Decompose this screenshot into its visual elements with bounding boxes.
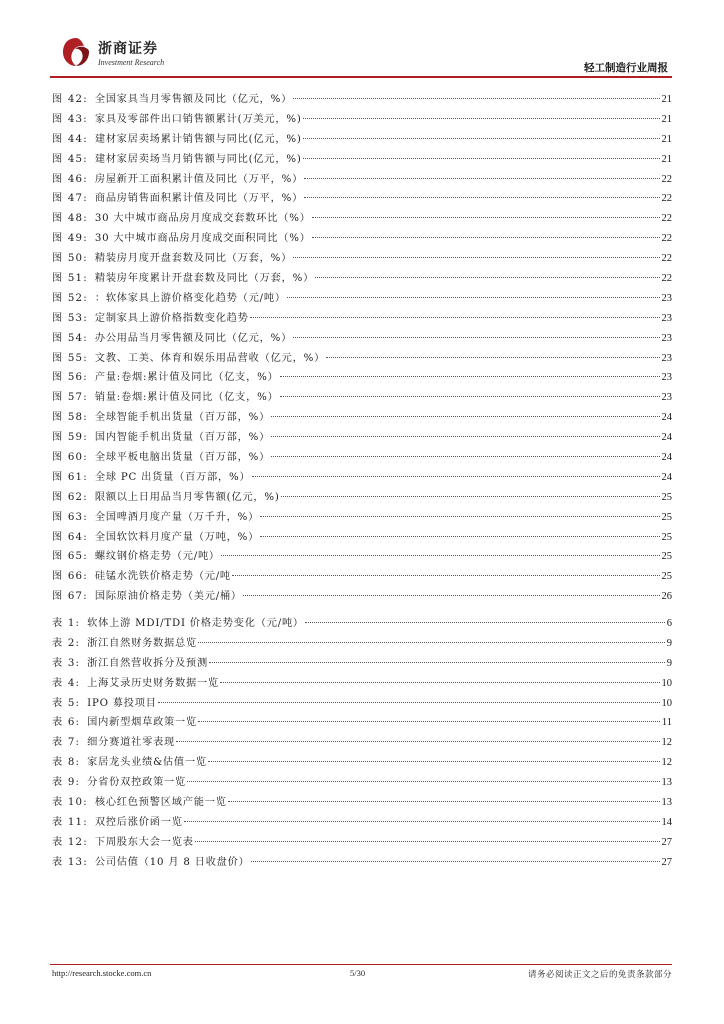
dot-leader — [281, 496, 660, 497]
dot-leader — [271, 456, 659, 457]
entry-page-number: 9 — [666, 657, 672, 669]
entry-page-number: 11 — [661, 717, 672, 729]
figure-entry[interactable] — [52, 329, 672, 349]
entry-page-number: 23 — [661, 292, 672, 304]
entry-page-number: 23 — [661, 352, 672, 364]
entry-page-number: 21 — [661, 133, 672, 145]
footer-url[interactable]: http://research.stocke.com.cn — [52, 968, 152, 978]
figure-entry[interactable] — [52, 468, 672, 488]
entry-label: 图 56: — [52, 372, 88, 384]
figure-entry[interactable] — [52, 189, 672, 209]
entry-label: 图 54: — [52, 332, 88, 344]
entry-page-number: 25 — [661, 551, 672, 563]
entry-label: 表 9: — [52, 777, 81, 789]
dot-leader — [260, 516, 659, 517]
entry-page-number: 24 — [661, 412, 672, 424]
entry-page-number: 22 — [661, 173, 672, 185]
entry-title: ：软体家具上游价格变化趋势（元/吨） — [94, 292, 286, 304]
dot-leader — [305, 622, 665, 623]
table-entry[interactable] — [52, 813, 672, 833]
entry-title: 精装房月度开盘套数及同比（万套，%） — [94, 253, 293, 265]
entry-label: 表 1: — [52, 618, 81, 629]
table-entry[interactable] — [52, 773, 672, 793]
figure-entry[interactable] — [52, 428, 672, 448]
figure-entry[interactable] — [52, 349, 672, 369]
entry-label: 图 59: — [52, 432, 88, 444]
figure-entry[interactable] — [52, 408, 672, 428]
table-entry[interactable] — [52, 694, 672, 714]
entry-page-number: 21 — [661, 153, 672, 165]
entry-page-number: 9 — [666, 637, 672, 649]
figure-entry[interactable] — [52, 170, 672, 190]
entry-page-number: 25 — [661, 531, 672, 543]
entry-page-number: 23 — [661, 332, 672, 344]
entry-label: 图 62: — [52, 491, 88, 503]
entry-label: 图 67: — [52, 591, 88, 603]
entry-title: 上海艾录历史财务数据一览 — [87, 677, 219, 689]
entry-title: 全球平板电脑出货量（百万部，%） — [94, 452, 271, 464]
entry-title: 商品房销售面积累计值及同比（万平，%） — [94, 193, 304, 205]
entry-title: 公司估值（10 月 8 日收盘价） — [94, 856, 250, 868]
entry-page-number: 22 — [661, 273, 672, 285]
dot-leader — [209, 662, 665, 663]
entry-label: 图 55: — [52, 352, 88, 364]
entry-title: 浙江自然营收拆分及预测 — [87, 657, 209, 669]
dot-leader — [243, 595, 660, 596]
table-entry[interactable] — [52, 674, 672, 694]
entry-label: 图 50: — [52, 253, 88, 265]
page-number: 5/30 — [350, 968, 366, 978]
dot-leader — [304, 197, 659, 198]
entry-label: 图 51: — [52, 273, 88, 285]
table-entry[interactable] — [52, 654, 672, 674]
figure-entry[interactable] — [52, 368, 672, 388]
entry-title: 软体上游 MDI/TDI 价格走势变化（元/吨） — [87, 618, 304, 629]
figure-entry[interactable] — [52, 269, 672, 289]
entry-label: 图 42: — [52, 94, 88, 105]
entry-page-number: 23 — [661, 392, 672, 404]
dot-leader — [293, 337, 659, 338]
dot-leader — [208, 761, 660, 762]
entry-label: 图 64: — [52, 531, 88, 543]
entry-page-number: 14 — [661, 816, 672, 828]
dot-leader — [195, 841, 660, 842]
entry-page-number: 23 — [661, 312, 672, 324]
dot-leader — [293, 257, 659, 258]
figure-entry[interactable] — [52, 249, 672, 269]
entry-title: 全球 PC 出货量（百万部，%） — [94, 471, 251, 483]
brand-name-en: Investment Research — [98, 58, 165, 67]
entry-page-number: 22 — [661, 253, 672, 265]
entry-title: 文教、工美、体育和娱乐用品营收（亿元，%） — [94, 352, 326, 364]
entry-page-number: 25 — [661, 571, 672, 583]
entry-title: 30 大中城市商品房月度成交套数环比（%） — [94, 213, 311, 225]
entry-label: 图 58: — [52, 412, 88, 424]
dot-leader — [304, 178, 659, 179]
entry-label: 图 57: — [52, 392, 88, 404]
entry-title: 房屋新开工面积累计值及同比（万平，%） — [94, 173, 304, 185]
entry-label: 图 49: — [52, 233, 88, 245]
entry-label: 图 65: — [52, 551, 88, 563]
entry-label: 表 8: — [52, 757, 81, 769]
entry-label: 表 12: — [52, 836, 88, 848]
entry-title: 建材家居卖场累计销售额与同比(亿元，%) — [94, 133, 302, 145]
dot-leader — [187, 781, 659, 782]
dot-leader — [326, 357, 659, 358]
entry-title: 螺纹钢价格走势（元/吨） — [94, 551, 220, 563]
entry-title: 家具及零部件出口销售额累计(万美元，%) — [94, 113, 302, 125]
figure-entry[interactable] — [52, 567, 672, 587]
figure-entry[interactable] — [52, 289, 672, 309]
entry-title: 定制家具上游价格指数变化趋势 — [94, 312, 249, 324]
entry-page-number: 22 — [661, 193, 672, 205]
figure-entry[interactable] — [52, 110, 672, 130]
dot-leader — [250, 317, 660, 318]
figure-entry[interactable] — [52, 209, 672, 229]
entry-page-number: 13 — [661, 777, 672, 789]
dot-leader — [271, 436, 659, 437]
entry-title: 产量:卷烟:累计值及同比（亿支，%） — [94, 372, 279, 384]
table-entry[interactable] — [52, 713, 672, 733]
entry-title: 分省份双控政策一览 — [87, 777, 187, 789]
figure-entry[interactable] — [52, 388, 672, 408]
entry-label: 图 61: — [52, 471, 88, 483]
entry-title: 细分赛道社零表现 — [87, 737, 176, 749]
entry-label: 图 63: — [52, 511, 88, 523]
table-entry[interactable] — [52, 833, 672, 853]
table-entry[interactable] — [52, 793, 672, 813]
table-index — [52, 614, 672, 873]
entry-title: 精装房年度累计开盘套数及同比（万套，%） — [94, 273, 315, 285]
entry-label: 表 10: — [52, 797, 88, 809]
entry-title: 双控后涨价函一览 — [94, 816, 183, 828]
dot-leader — [221, 555, 660, 556]
dot-leader — [293, 98, 659, 99]
entry-page-number: 26 — [661, 591, 672, 603]
entry-page-number: 12 — [661, 737, 672, 749]
dot-leader — [232, 575, 660, 576]
entry-label: 图 53: — [52, 312, 88, 324]
entry-title: 建材家居卖场当月销售额与同比(亿元，%) — [94, 153, 302, 165]
entry-page-number: 13 — [661, 797, 672, 809]
entry-page-number: 24 — [661, 471, 672, 483]
report-type: 轻工制造行业周报 — [584, 62, 668, 74]
dot-leader — [252, 476, 660, 477]
entry-title: 全球智能手机出货量（百万部，%） — [94, 412, 271, 424]
entry-label: 表 6: — [52, 717, 81, 729]
entry-title: 下周股东大会一览表 — [94, 836, 194, 848]
entry-label: 表 3: — [52, 657, 81, 669]
entry-label: 图 60: — [52, 452, 88, 464]
table-entry[interactable] — [52, 733, 672, 753]
table-entry[interactable] — [52, 634, 672, 654]
dot-leader — [280, 396, 660, 397]
entry-title: 限额以上日用品当月零售额(亿元，%) — [94, 491, 280, 503]
figure-entry[interactable] — [52, 130, 672, 150]
entry-label: 表 2: — [52, 637, 81, 649]
entry-label: 表 13: — [52, 856, 88, 868]
figure-entry[interactable] — [52, 528, 672, 548]
entry-page-number: 21 — [661, 94, 672, 105]
entry-label: 图 46: — [52, 173, 88, 185]
entry-page-number: 10 — [661, 697, 672, 709]
dot-leader — [315, 277, 659, 278]
dot-leader — [312, 217, 660, 218]
entry-label: 图 52: — [52, 292, 88, 304]
figure-entry[interactable] — [52, 229, 672, 249]
figure-entry[interactable] — [52, 90, 672, 110]
dot-leader — [303, 158, 660, 159]
figure-index — [52, 90, 672, 607]
figure-entry[interactable] — [52, 309, 672, 329]
entry-label: 表 4: — [52, 677, 81, 689]
entry-label: 图 48: — [52, 213, 88, 225]
entry-page-number: 21 — [661, 113, 672, 125]
entry-page-number: 24 — [661, 452, 672, 464]
figure-entry[interactable] — [52, 448, 672, 468]
entry-title: 硅锰水洗铁价格走势（元/吨 — [94, 571, 231, 583]
dot-leader — [303, 138, 660, 139]
entry-title: 国际原油价格走势（美元/桶） — [94, 591, 242, 603]
footer-divider — [50, 964, 672, 965]
figure-entry[interactable] — [52, 488, 672, 508]
dot-leader — [303, 118, 660, 119]
entry-page-number: 27 — [661, 856, 672, 868]
footer-disclaimer: 请务必阅读正文之后的免责条款部分 — [527, 970, 672, 980]
entry-label: 表 7: — [52, 737, 81, 749]
entry-label: 表 5: — [52, 697, 81, 709]
entry-title: 国内新型烟草政策一览 — [87, 717, 198, 729]
dot-leader — [158, 702, 660, 703]
entry-title: 全国啤酒月度产量（万千升，%） — [94, 511, 260, 523]
entry-page-number: 22 — [661, 233, 672, 245]
entry-page-number: 22 — [661, 213, 672, 225]
header-divider — [50, 76, 672, 78]
entry-page-number: 12 — [661, 757, 672, 769]
dot-leader — [198, 642, 665, 643]
entry-page-number: 25 — [661, 491, 672, 503]
entry-label: 图 66: — [52, 571, 88, 583]
dot-leader — [251, 861, 660, 862]
dot-leader — [287, 297, 660, 298]
brand-logo-icon — [60, 36, 92, 68]
dot-leader — [184, 821, 660, 822]
entry-title: 30 大中城市商品房月度成交面积同比（%） — [94, 233, 311, 245]
entry-title: 办公用品当月零售额及同比（亿元，%） — [94, 332, 293, 344]
figure-entry[interactable] — [52, 547, 672, 567]
entry-title: 全国软饮料月度产量（万吨，%） — [94, 531, 260, 543]
entry-page-number: 24 — [661, 432, 672, 444]
dot-leader — [220, 682, 660, 683]
page-header — [50, 30, 672, 80]
table-entry[interactable] — [52, 853, 672, 873]
entry-label: 图 47: — [52, 193, 88, 205]
entry-title: 销量:卷烟:累计值及同比（亿支，%） — [94, 392, 279, 404]
entry-title: IPO 募投项目 — [87, 697, 157, 709]
entry-title: 核心红色预警区域产能一览 — [94, 797, 227, 809]
dot-leader — [280, 376, 660, 377]
figure-entry[interactable] — [52, 508, 672, 528]
dot-leader — [260, 536, 659, 537]
entry-title: 家居龙头业绩&估值一览 — [87, 757, 207, 769]
dot-leader — [228, 801, 660, 802]
entry-page-number: 10 — [661, 677, 672, 689]
table-entry[interactable] — [52, 614, 672, 634]
dot-leader — [198, 721, 660, 722]
entry-label: 图 44: — [52, 133, 88, 145]
entry-page-number: 25 — [661, 511, 672, 523]
entry-title: 浙江自然财务数据总览 — [87, 637, 198, 649]
figure-entry[interactable] — [52, 150, 672, 170]
entry-page-number: 27 — [661, 836, 672, 848]
entry-page-number: 6 — [666, 618, 672, 629]
entry-title: 全国家具当月零售额及同比（亿元，%） — [94, 94, 293, 105]
dot-leader — [271, 416, 659, 417]
figure-entry[interactable] — [52, 587, 672, 607]
entry-title: 国内智能手机出货量（百万部，%） — [94, 432, 271, 444]
table-entry[interactable] — [52, 753, 672, 773]
entry-label: 图 45: — [52, 153, 88, 165]
brand-name-cn: 浙商证券 — [98, 41, 158, 57]
dot-leader — [312, 237, 660, 238]
entry-label: 表 11: — [52, 816, 88, 828]
entry-label: 图 43: — [52, 113, 88, 125]
dot-leader — [176, 741, 659, 742]
entry-page-number: 23 — [661, 372, 672, 384]
